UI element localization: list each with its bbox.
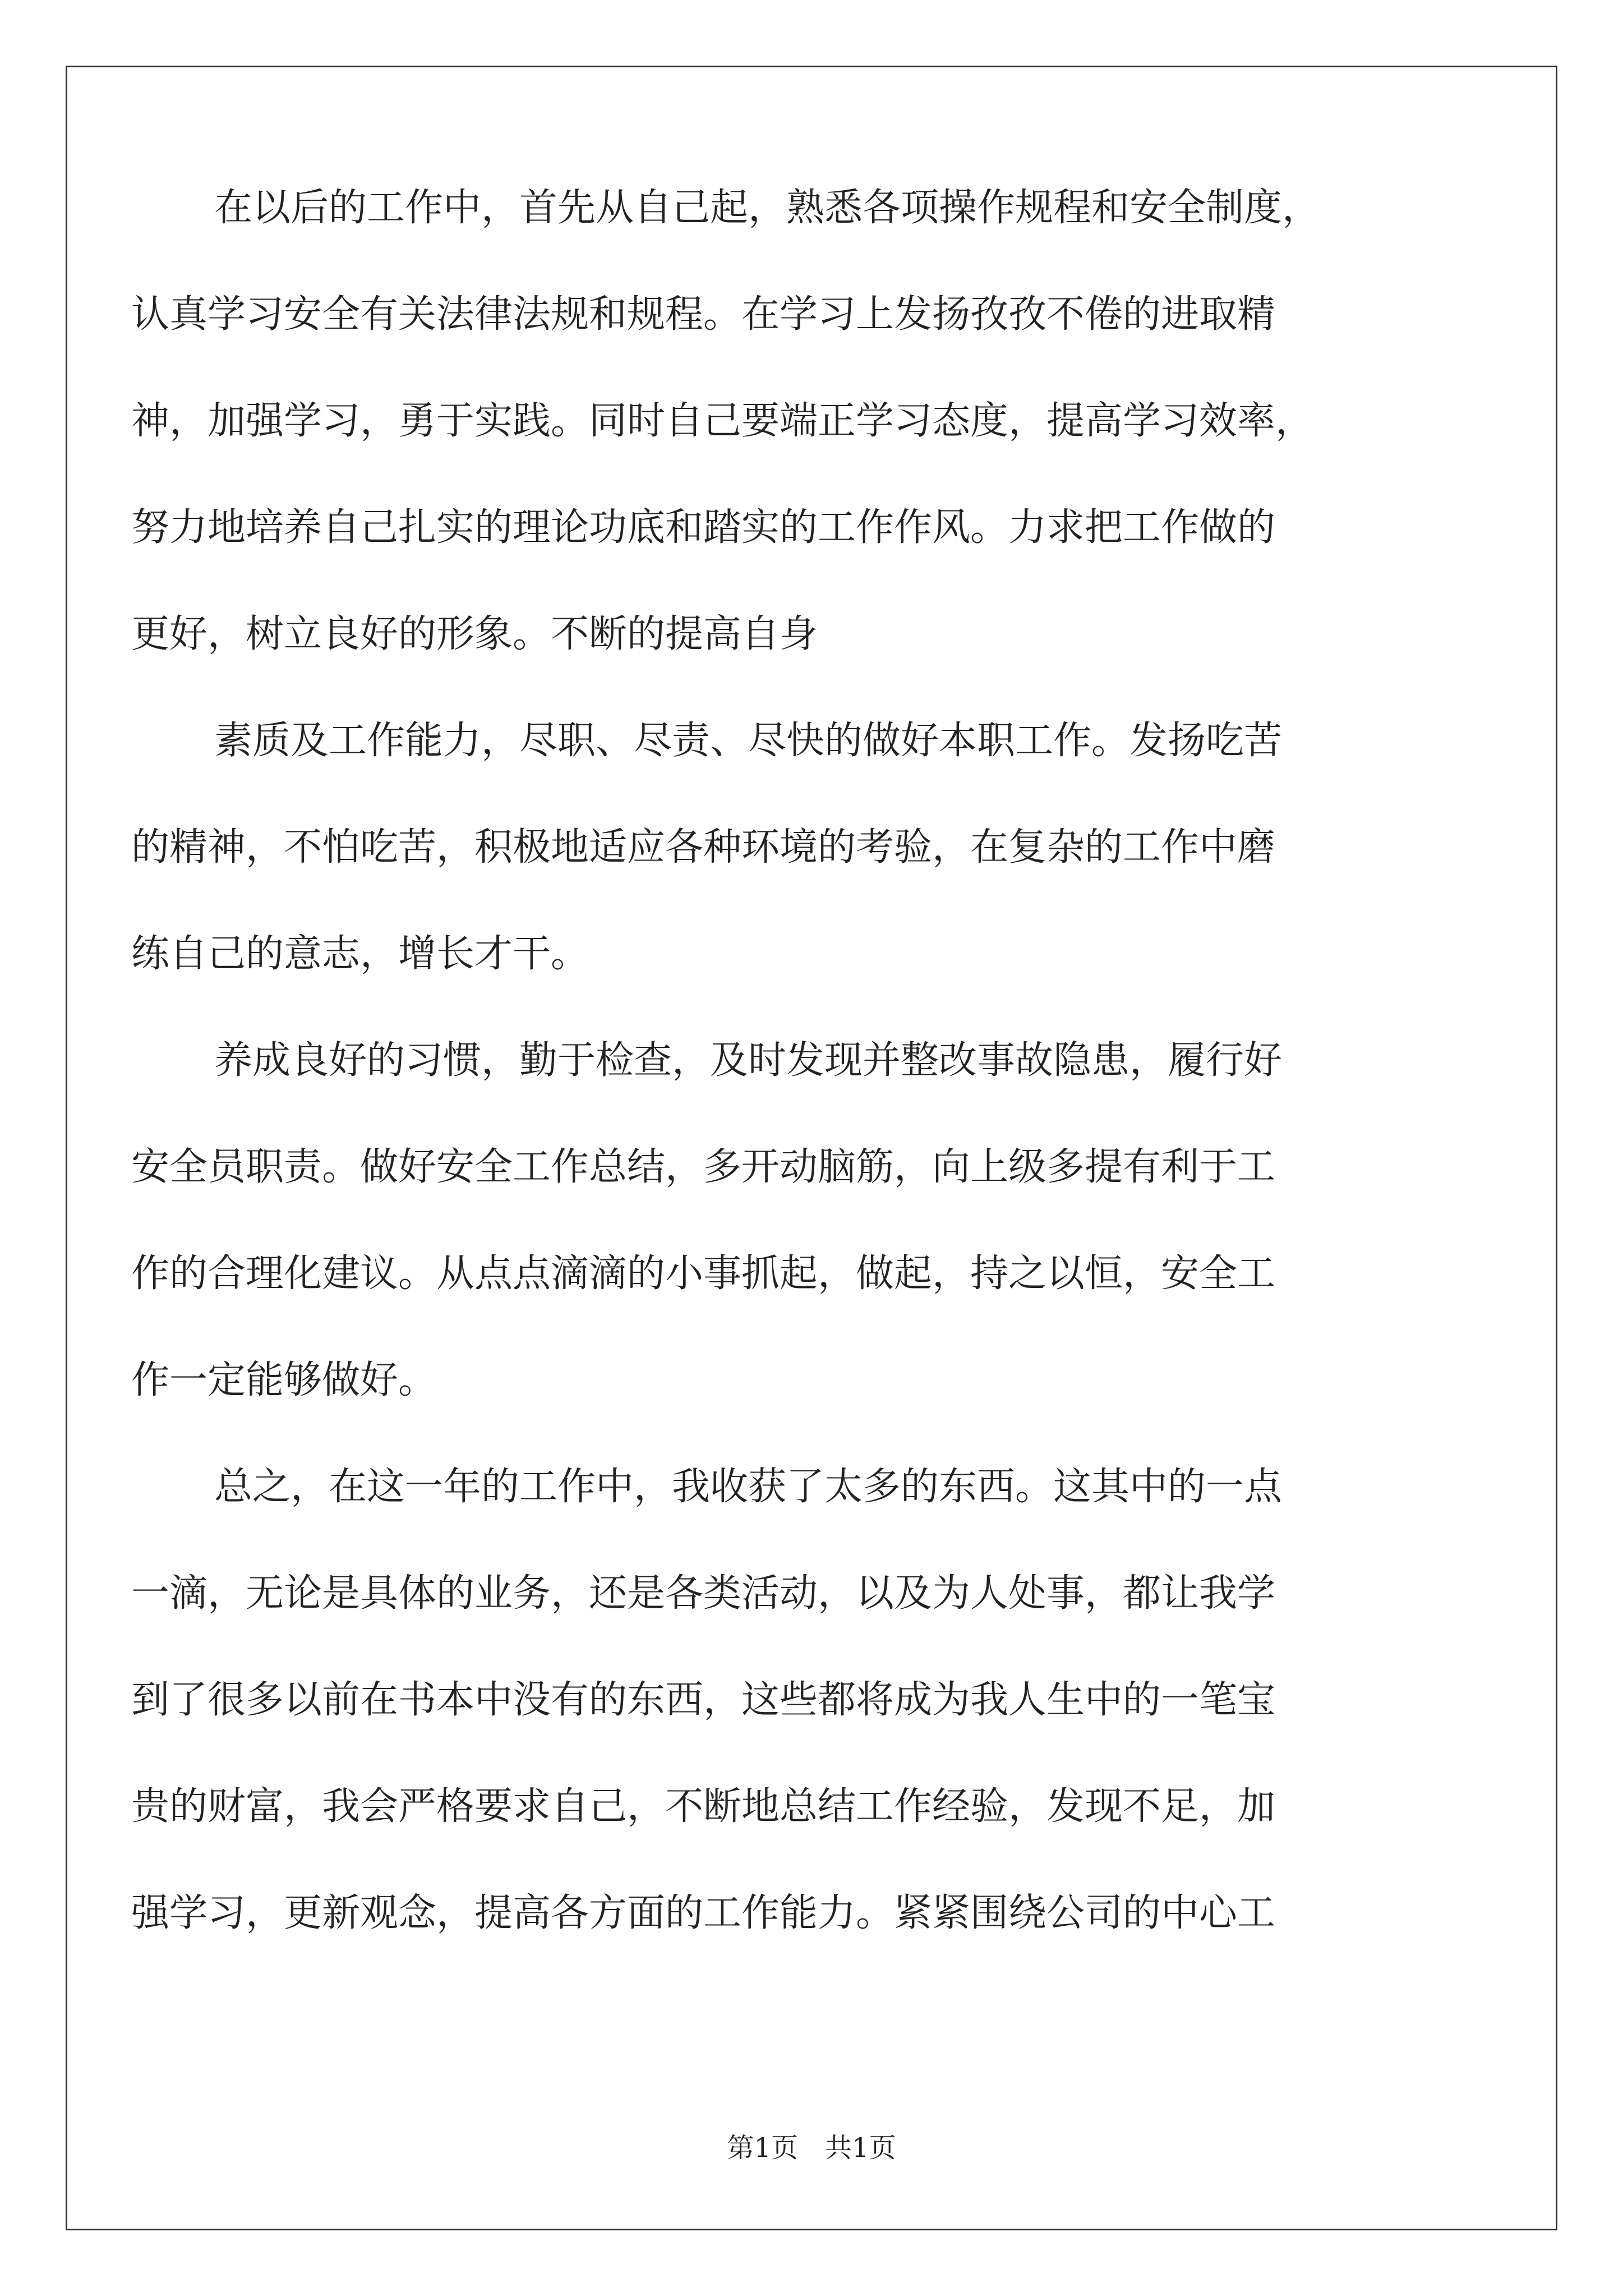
text-line: 在以后的工作中，首先从自己起，熟悉各项操作规程和安全制度， <box>214 186 1321 230</box>
text-line: 更好，树立良好的形象。不断的提高自身 <box>131 612 818 656</box>
text-line: 练自己的意志，增长才干。 <box>131 932 589 976</box>
text-line: 作一定能够做好。 <box>131 1358 437 1402</box>
text-line: 认真学习安全有关法律法规和规程。在学习上发扬孜孜不倦的进取精 <box>131 292 1276 337</box>
page-number-footer: 第1页 共1页 <box>727 2132 896 2164</box>
text-line: 努力地培养自己扎实的理论功底和踏实的工作作风。力求把工作做的 <box>131 505 1276 550</box>
text-line: 神，加强学习，勇于实践。同时自己要端正学习态度，提高学习效率， <box>131 399 1314 443</box>
text-line: 素质及工作能力，尽职、尽责、尽快的做好本职工作。发扬吃苦 <box>214 719 1283 763</box>
text-line: 养成良好的习惯，勤于检查，及时发现并整改事故隐患，履行好 <box>214 1038 1283 1083</box>
text-line: 总之，在这一年的工作中，我收获了太多的东西。这其中的一点 <box>214 1465 1283 1509</box>
document-body <box>131 155 1446 1967</box>
text-line: 一滴，无论是具体的业务，还是各类活动，以及为人处事，都让我学 <box>131 1571 1276 1616</box>
text-line: 安全员职责。做好安全工作总结，多开动脑筋，向上级多提有利于工 <box>131 1145 1276 1189</box>
text-line: 作的合理化建议。从点点滴滴的小事抓起，做起，持之以恒，安全工 <box>131 1251 1276 1296</box>
text-line: 的精神，不怕吃苦，积极地适应各种环境的考验，在复杂的工作中磨 <box>131 825 1276 869</box>
text-line: 贵的财富，我会严格要求自己，不断地总结工作经验，发现不足，加 <box>131 1784 1276 1829</box>
text-line: 到了很多以前在书本中没有的东西，这些都将成为我人生中的一笔宝 <box>131 1678 1276 1722</box>
text-line: 强学习，更新观念，提高各方面的工作能力。紧紧围绕公司的中心工 <box>131 1891 1276 1935</box>
